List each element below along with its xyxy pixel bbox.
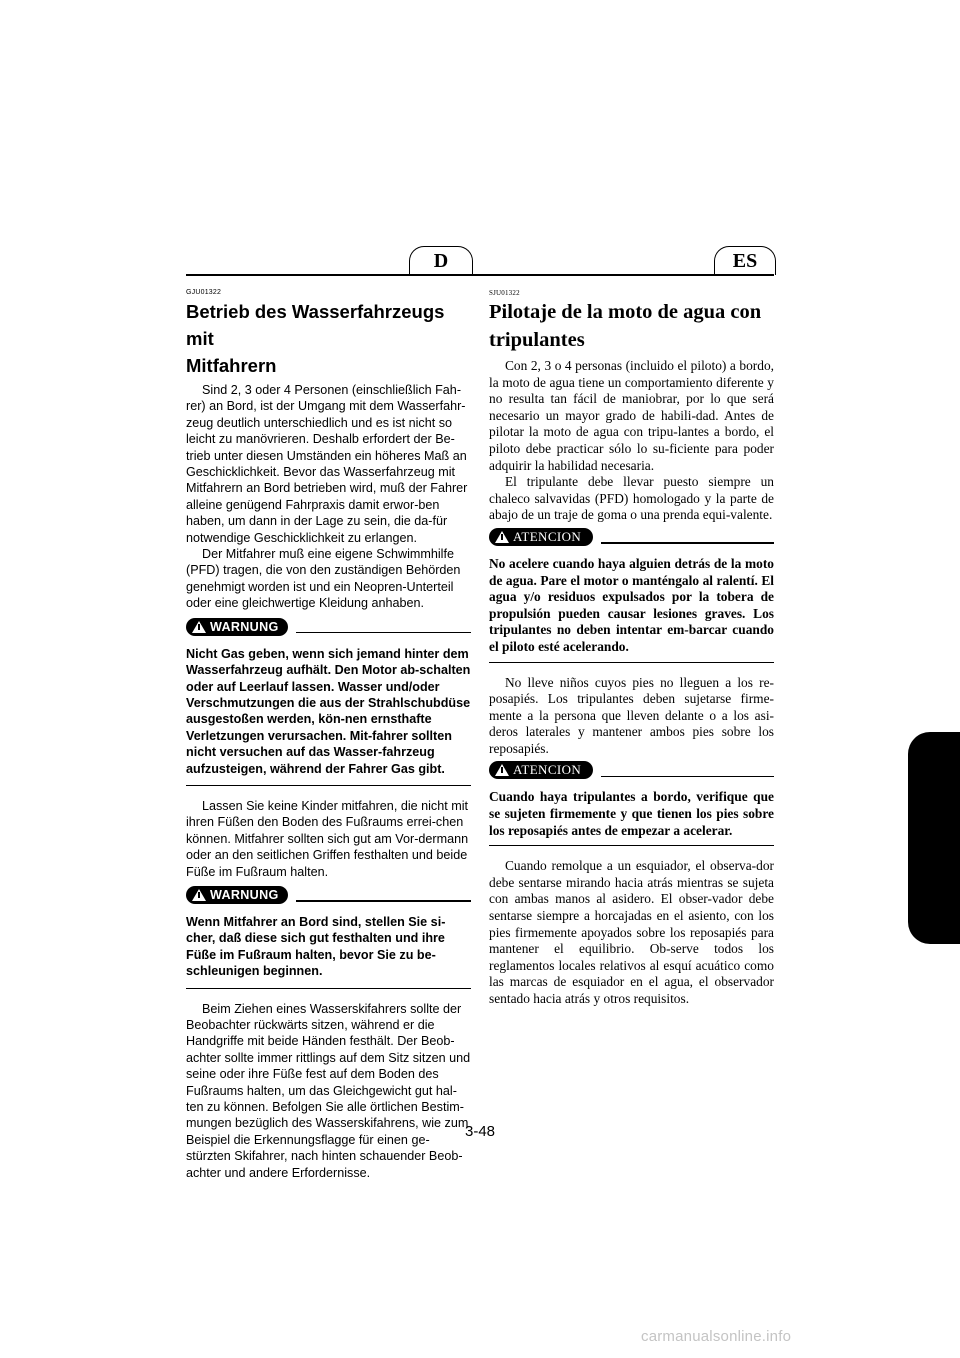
header-rule [186,274,774,276]
caution-header [489,761,774,779]
warning-icon [495,531,509,543]
caution-text: No acelere cuando haya alguien detrás de la moto de agua. Pare el motor o manténgalo al ralentí. El agua y/o residuos expulsados por la tobera de propulsión pueden causar lesiones graves. Los tripulantes no deben intentar em-barcar cuando el piloto esté acelerando. [489,555,774,654]
paragraph: No lleve niños cuyos pies no lleguen a los re-posapiés. Los tripulantes deben sujetarse firme-mente a la persona que lleven delante o a los asi-deros laterales y mantener ambos pies sobre los reposapiés. [489,674,774,756]
warning-badge: WARNUNG [186,886,288,904]
paragraph: Lassen Sie keine Kinder mitfahren, die nicht mit ihren Füßen den Boden des Fußraums errei-chen können. Mitfahrer sollten sich gut am Vor-dermann oder an den seitlichen Griffen festhalten und beide Füße im Fußraum halten. [186,798,469,879]
section-code: GJU01322 [186,289,222,296]
warning-badge: WARNUNG [186,618,288,636]
warning-header [186,886,471,904]
paragraph: Der Mitfahrer muß eine eigene Schwimmhilfe (PFD) tragen, die von den zuständigen Behörden genehmigt worden ist und ein Neopren-Unterteil oder eine gleichwertige Kleidung anhaben. [186,547,461,611]
caution-header [489,528,774,546]
watermark: carmanualsonline.info [641,1328,792,1345]
warning-header [186,618,471,636]
paragraph: Beim Ziehen eines Wasserskifahrers sollte der Beobachter rückwärts sitzen, während er die Handgriffe mit beide Händen festhält. Der Beob-achter sollte immer rittlings auf dem Sitz sitzen und seine oder ihre Füße fest auf dem Boden des Fußraums halten, um das Gleichgewicht gut hal-ten zu können. Befolgen Sie alle örtlichen Bestim-mungen bezüglich des Wasserskifahrens, wie zum Beispiel die Erkennungsflagge für einen ge-stürzten Skifahrer, nach hinten schauender Beob-achter und andere Erfordernisse. [186,1001,471,1180]
warning-text: Wenn Mitfahrer an Bord sind, stellen Sie si-cher, daß diese sich gut festhalten und ihre Füße im Fußraum halten, bevor Sie zu be-schleunigen beginnen. [186,914,446,979]
warning-icon [192,889,206,901]
warning-icon [495,764,509,776]
paragraph: Sind 2, 3 oder 4 Personen (einschließlich Fah-rer) an Bord, ist der Umgang mit dem Wasserfahr-zeug deutlich unterschiedlich und es ist nicht so leicht zu manövrieren. Deshalb erfordert der Be-trieb unter diesen Umständen ein höheres Maß an Geschicklichkeit. Bevor das Wasserfahrzeug mit Mitfahrern an Bord betrieben wird, muß der Fahrer alleine genügend Fahrpraxis damit erwor-ben haben, um dann in der Lage zu sein, die da-für notwendige Geschicklichkeit zu erlangen. [186,383,468,545]
page-number: 3-48 [464,1123,496,1140]
caution-badge: ATENCION [489,761,593,779]
paragraph: Cuando remolque a un esquiador, el observa-dor debe sentarse mirando hacia atrás mientras se sujeta con ambas manos al asidero. El obser-vador debe sentarse siempre a horcajadas en el asiento, con los pies firmemente apoyados sobre los reposapiés para mantener el equilibrio. Ob-serve todos los reglamentos locales relativos al esquí acuático como las marcas de esquiador en el agua, el observador sentado hacia atrás y otros requisitos. [489,858,774,1006]
section-title: Betrieb des Wasserfahrzeugs mit Mitfahrern [186,301,445,376]
chapter-thumb-tab [908,732,960,944]
paragraph: El tripulante debe llevar puesto siempre un chaleco salvavidas (PFD) homologado y la parte de abajo de un traje de goma o una prenda equi-valente. [489,474,774,523]
language-tab-spanish: ES [714,246,776,275]
caution-text: Cuando haya tripulantes a bordo, verifique que se sujeten firmemente y que tienen los pies sobre los reposapiés antes de empezar a acelerar. [489,789,774,838]
caution-badge: ATENCION [489,528,593,546]
warning-text: Nicht Gas geben, wenn sich jemand hinter dem Wasserfahrzeug aufhält. Den Motor ab-schalten oder auf Leerlauf lassen. Wasser und/oder Verschmutzungen die aus der Strahlschubdüse ausgestoßen werden, kön-nen ernsthafte Verletzungen verursachen. Mit-fahrer sollten nicht versuchen auf das Wasser-fahrzeug aufzusteigen, während der Fahrer Gas gibt. [186,646,471,776]
section-code: SJU01322 [489,289,520,297]
german-column [186,289,471,1181]
spanish-column [489,289,774,1008]
section-title: Pilotaje de la moto de agua con tripulantes [489,301,762,351]
paragraph: Con 2, 3 o 4 personas (incluido el piloto) a bordo, la moto de agua tiene un comportamiento diferente y no resulta tan fácil de maniobrar, por lo que será necesario un mayor grado de habili-dad. Antes de pilotar la moto de agua con tripu-lantes a bordo, el piloto debe practicar sólo lo su-ficiente para poder adquirir la habilidad necesaria. [489,358,774,473]
language-tab-german: D [409,246,473,275]
warning-icon [192,621,206,633]
